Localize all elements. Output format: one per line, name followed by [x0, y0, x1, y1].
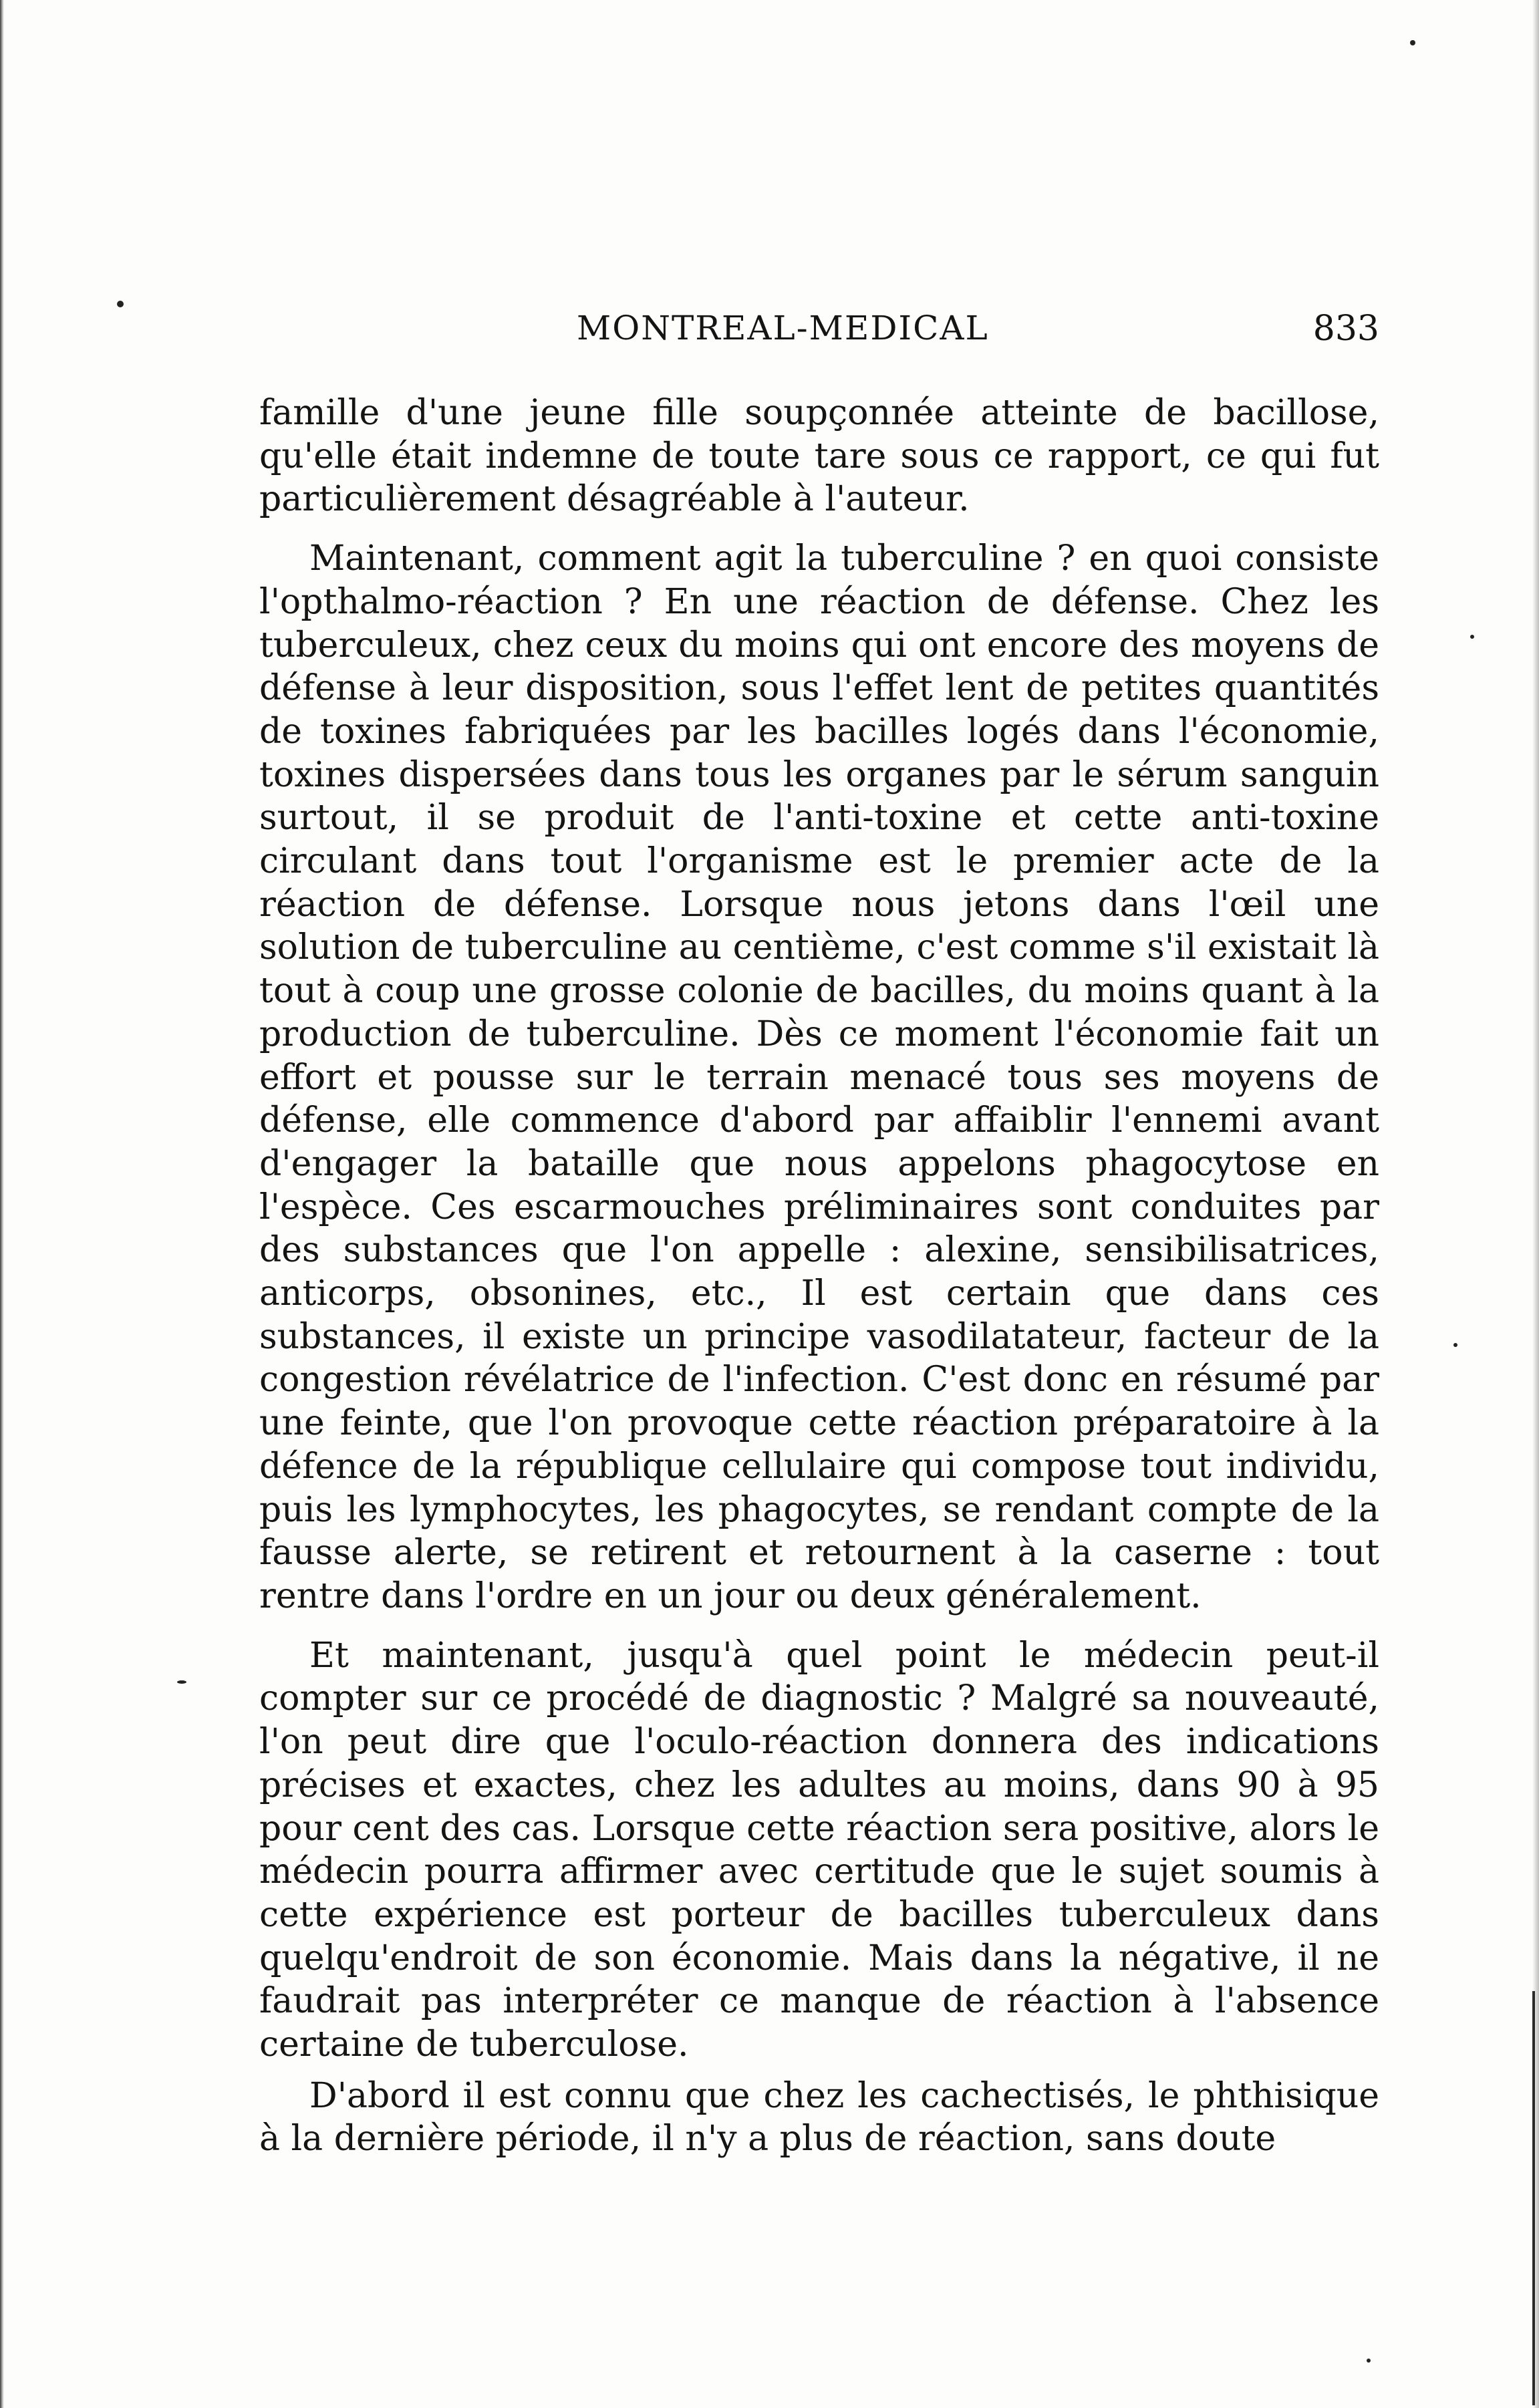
running-head	[259, 309, 1379, 362]
scan-speck	[1470, 635, 1474, 639]
page-number: 833	[1312, 309, 1379, 349]
paragraph: D'abord il est connu que chez les cachectisés, le phthisique à la dernière période, il n'y a plus de réaction, sans doute	[259, 2075, 1379, 2159]
scan-speck	[117, 301, 124, 307]
running-title: MONTREAL-MEDICAL	[577, 309, 989, 347]
paragraph: Maintenant, comment agit la tuberculine ? en quoi consiste l'opthalmo-réaction ? En une réaction de défense. Chez les tuberculeux, chez ceux du moins qui ont encore des moyens de défense à leur disposition, sous l'effet lent de petites quantités de toxines fabriquées par les bacilles logés dans l'économie, toxines dispersées dans tous les organes par le sérum sanguin surtout, il se produit de l'anti-toxine et cette anti-toxine circulant dans tout l'organisme est le premier acte de la réaction de défense. Lorsque nous jetons dans l'œil une solution de tuberculine au centième, c'est comme s'il existait là tout à coup une grosse colonie de bacilles, du moins quant à la production de tuberculine. Dès ce moment l'économie fait un effort et pousse sur le terrain menacé tous ses moyens de défense, elle commence d'abord par affaiblir l'ennemi avant d'engager la bataille que nous appelons phagocytose en l'espèce. Ces escarmouches préliminaires sont conduites par des substances que l'on appelle : alexine, sensibilisatrices, anticorps, obsonines, etc., Il est certain que dans ces substances, il existe un principe vasodilatateur, facteur de la congestion révélatrice de l'infection. C'est donc en résumé par une feinte, que l'on provoque cette réaction préparatoire à la défence de la république cellulaire qui compose tout individu, puis les lymphocytes, les phagocytes, se rendant compte de la fausse alerte, se retirent et retournent à la caserne : tout rentre dans l'ordre en un jour ou deux généralement.	[259, 539, 1379, 1616]
page-edge-shadow	[1532, 1991, 1535, 2405]
paragraph: famille d'une jeune fille soupçonnée atteinte de bacillose, qu'elle était indemne de toute tare sous ce rapport, ce qui fut particulièrement désagréable à l'auteur.	[259, 393, 1379, 520]
scan-speck	[1410, 40, 1415, 45]
body-text	[259, 392, 1379, 2161]
scan-speck	[177, 1680, 186, 1684]
scan-speck	[1367, 2359, 1371, 2363]
paragraph: Et maintenant, jusqu'à quel point le médecin peut-il compter sur ce procédé de diagnostic ? Malgré sa nouveauté, l'on peut dire que l'oculo-réaction donnera des indications précises et exactes, chez les adultes au moins, dans 90 à 95 pour cent des cas. Lorsque cette réaction sera positive, alors le médecin pourra affirmer avec certitude que le sujet soumis à cette expérience est porteur de bacilles tuberculeux dans quelqu'endroit de son économie. Mais dans la négative, il ne faudrait pas interpréter ce manque de réaction à l'absence certaine de tuberculose.	[259, 1635, 1379, 2065]
page-edge-shadow	[0, 0, 4, 2408]
scan-speck	[1453, 1343, 1457, 1347]
